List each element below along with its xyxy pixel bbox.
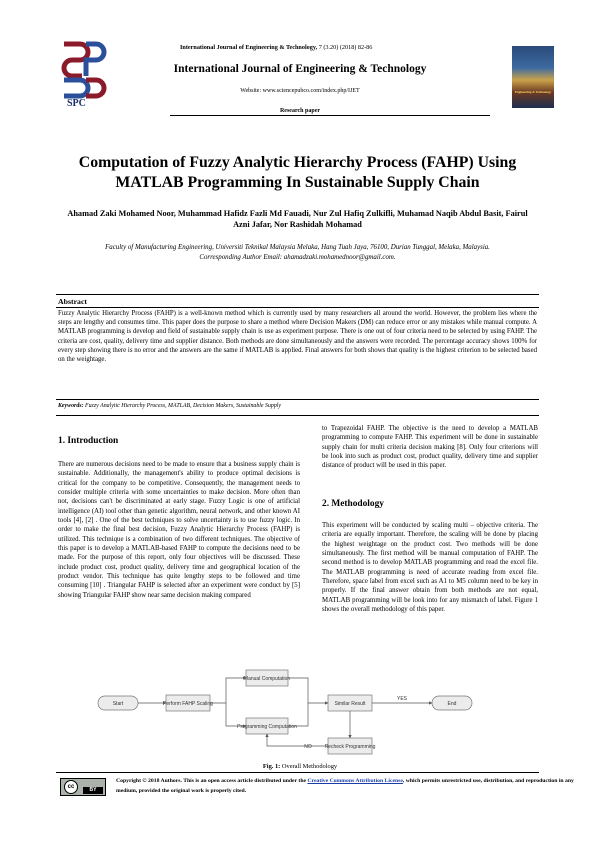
- flow-no-label: NO: [304, 744, 312, 750]
- keywords-label: Keywords:: [58, 403, 84, 409]
- paper-title: Computation of Fuzzy Analytic Hierarchy Process (FAHP) Using MATLAB Programming In Sustainable Supply Chain: [78, 154, 517, 191]
- keywords-text: Fuzzy Analytic Hierarchy Process, MATLAB, Decision Makers, Sustainable Supply: [83, 403, 282, 409]
- flow-programming-label: Programming Computation: [237, 724, 297, 730]
- section-heading-methodology: 2. Methodology: [322, 499, 384, 509]
- keywords-divider: [56, 399, 539, 400]
- flow-yes-label: YES: [396, 696, 408, 702]
- journal-reference: [180, 44, 480, 51]
- flow-recheck-label: Recheck Programming: [324, 744, 376, 750]
- copyright-notice: [116, 776, 591, 796]
- by-label: BY: [83, 787, 103, 794]
- header-divider: [170, 115, 490, 116]
- logo-text: SPC: [67, 98, 86, 109]
- affiliation-block: [70, 243, 525, 262]
- cc-icon: [64, 780, 78, 794]
- corresponding-author: Corresponding Author Email: ahamadzaki.mohamednoor@gmail.com.: [199, 253, 396, 261]
- journal-cover-image: [512, 46, 554, 108]
- figure-caption-text: Overall Methodology: [280, 763, 338, 770]
- affiliation: Faculty of Manufacturing Engineering, Universiti Teknikal Malaysia Melaka, Hang Tuah Jaya, 76100, Durian Tunggal, Melaka, Malaysia.: [105, 244, 490, 251]
- flow-perform-label: Perform FAHP Scaling: [163, 701, 213, 707]
- introduction-text: There are numerous decisions need to be made to ensure that a business supply chain is sustainable. Additionally, the management's ability to produce optimal decisions is critical for the company to be competitive. Consequently, the management needs to consider multiple criteria with some uncertainties to make decision. More often than not, decisions can't be discriminated at early stage. Fuzzy Logic is one of artificial intelligence (AI) tool other than genetic algorithm, neural network, and other known AI tools [4], [2] . One of the best techniques to solve uncertainty is to use fuzzy logic. In order to make the final best decision, Fuzzy Analytic Hierarchy Process (FAHP) is utilized. This technique is a combination of two different techniques. The objective of this paper is to develop a MATLAB-based FAHP to compute the decisions need to be made. For the purpose of this report, only four objectives will be discussed. These include product cost, product quality, delivery time and geographical location of the product vendor. This technique has quite lengthy steps to be followed and time consuming [10] . Triangular FAHP is selected after an experiment were conduct by [5] showing Triangular FAHP show near same decision making compared: [58, 461, 300, 599]
- abstract-text: Fuzzy Analytic Hierarchy Process (FAHP) is a well-known method which is currently used by many researchers all around the world. However, the problem lies where the steps are lengthy and consumes time. This paper does the purpose to share a method where Decision Makers (DM) can reduce error or any mistakes while manual compute. A MATLAB programming is develop and field of sustainable supply chain is use as experiment purpose. There is one out of four criteria need to be selected by using FAHP. The criteria are cost, quality, delivery time and supplier distance. Both methods are done simultaneously and the answers were recorded. The percentage accuracy shows 100% for every step showing there is no error and the answers are the same if MATLAB is applied. Final answers for both shows that quality is the highest criterion to be selected based on the weightage.: [58, 310, 537, 364]
- journal-website: Website: www.sciencepubco.com/index.php/IJET: [240, 88, 360, 94]
- author-list: Ahamad Zaki Mohamed Noor, Muhammad Hafidz Fazli Md Fauadi, Nur Zul Hafiq Zulkifli, Muhamad Naqib Abdul Basit, Fairul Azni Jafar, Nor Rashidah Mohamad: [67, 209, 528, 229]
- methodology-text: This experiment will be conducted by scaling multi – objective criteria. The criteria are equally important. Therefore, the scaling will be done by placing the highest weightage on the product cost. Two methods will be done simultaneously. The first method will be manual computation of FAHP. The second method is to develop MATLAB programming and read the excel file. The MATLAB programming is need of accurate reading from excel file. Therefore, space label from excel such as A1 to M5 column need to be key in properly. If the final answer obtain from both methods are not equal, MATLAB programming will be look into for any mismatch of label. Figure 1 shows the overall methodology of this paper.: [322, 522, 538, 614]
- introduction-continued-text: to Trapezoidal FAHP. The objective is the need to develop a MATLAB programming to compute FAHP. This experiment will be done in sustainable supply chain for multi criteria decision making [8]. Only four criterions will be look into such as product cost, product quality, delivery time and supplier distance of product will be used in this paper.: [322, 425, 538, 470]
- section-heading-introduction: 1. Introduction: [58, 436, 119, 446]
- copyright-text-end: , which permits unrestricted use, distribution, and reproduction in any medium, provided the original work is properly cited.: [116, 778, 574, 794]
- journal-ref-volume: 7 (3.20) (2018) 82-86: [317, 44, 373, 51]
- paper-type: Research paper: [279, 108, 321, 114]
- cover-title: Engineering & Technology: [514, 90, 552, 94]
- flow-similar-label: Similar Result: [334, 701, 366, 707]
- cc-by-badge: [60, 778, 106, 796]
- copyright-text: Copyright © 2018 Authors. This is an open access article distributed under the: [116, 778, 308, 784]
- journal-name: International Journal of Engineering & Technology: [173, 63, 427, 75]
- publisher-logo: [58, 40, 108, 110]
- journal-ref-name: International Journal of Engineering & Technology,: [180, 44, 318, 51]
- flow-manual-label: Manual Computation: [243, 676, 291, 682]
- flow-end-label: End: [447, 701, 457, 707]
- footer-divider: [56, 772, 539, 773]
- methodology-flowchart: [96, 664, 496, 759]
- cc-icon-text: cc: [67, 784, 75, 790]
- license-link[interactable]: Creative Commons Attribution License: [307, 778, 403, 784]
- flow-start-label: Start: [112, 701, 124, 707]
- abstract-head-divider: [56, 307, 539, 308]
- abstract-heading: Abstract: [58, 297, 88, 306]
- figure-caption-label: Fig. 1:: [262, 763, 281, 770]
- figure-caption: [200, 763, 400, 770]
- keywords: [58, 403, 537, 409]
